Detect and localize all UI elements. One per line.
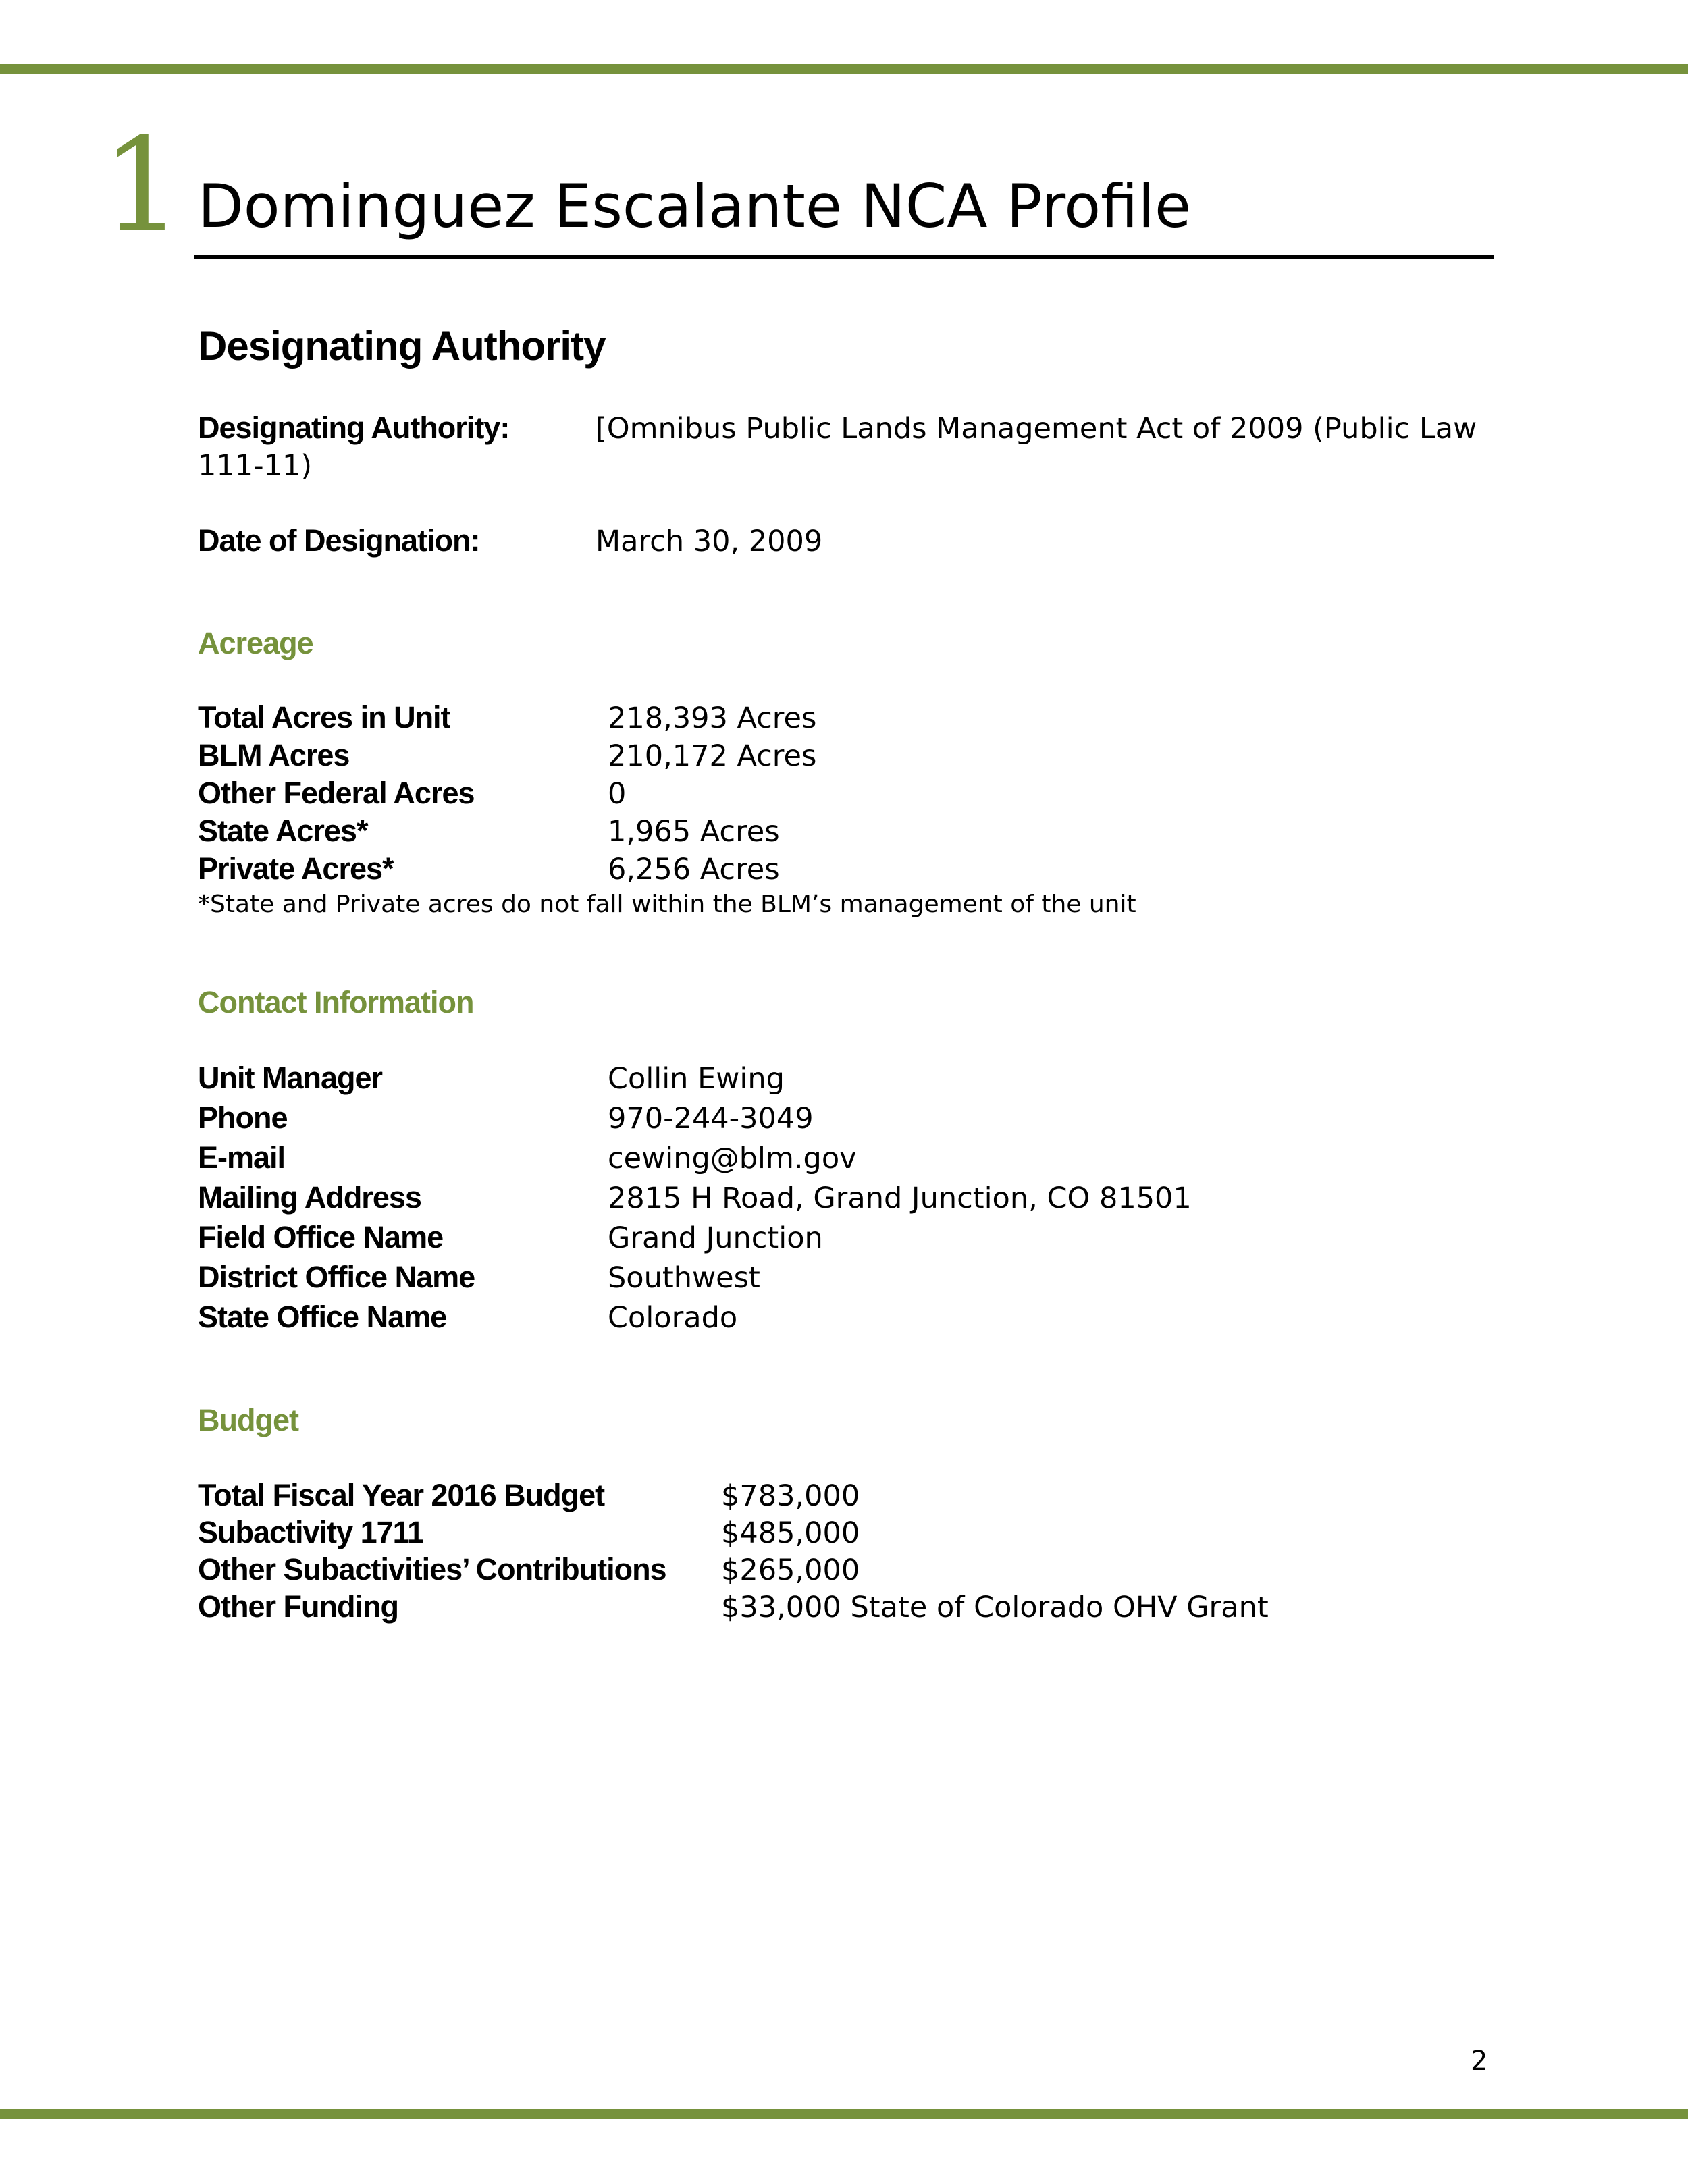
contact-row-label: Unit Manager — [198, 1061, 383, 1095]
acreage-row-label: Private Acres* — [198, 851, 394, 886]
acreage-row-label: Total Acres in Unit — [198, 700, 450, 735]
budget-row-value: $783,000 — [721, 1479, 860, 1513]
acreage-row-value: 210,172 Acres — [608, 739, 817, 773]
budget-row-label: Subactivity 1711 — [198, 1515, 424, 1549]
acreage-row-label: State Acres* — [198, 814, 368, 848]
contact-row-label: State Office Name — [198, 1300, 447, 1334]
contact-row-value: 970-244-3049 — [608, 1102, 814, 1136]
contact-row-value: Collin Ewing — [608, 1062, 785, 1096]
budget-row-value: $485,000 — [721, 1516, 860, 1550]
acreage-row-value: 218,393 Acres — [608, 701, 817, 735]
acreage-footnote: *State and Private acres do not fall within the BLM’s management of the unit — [198, 890, 1136, 918]
contact-row-label: Phone — [198, 1100, 288, 1135]
contact-row-label: E-mail — [198, 1140, 286, 1175]
contact-row-value: Colorado — [608, 1301, 738, 1335]
budget-row-value: $265,000 — [721, 1553, 860, 1587]
budget-row-label: Other Funding — [198, 1589, 398, 1624]
contact-information-heading: Contact Information — [198, 985, 474, 1019]
top-border-rule — [0, 64, 1688, 74]
designating-authority-value-continued: 111-11) — [198, 449, 313, 483]
contact-row-label: District Office Name — [198, 1260, 475, 1294]
contact-row-label: Field Office Name — [198, 1220, 444, 1254]
date-of-designation-label: Date of Designation: — [198, 523, 480, 558]
acreage-row-value: 6,256 Acres — [608, 853, 780, 886]
title-underline — [194, 255, 1494, 259]
designating-authority-heading: Designating Authority — [198, 323, 606, 369]
budget-row-label: Total Fiscal Year 2016 Budget — [198, 1478, 605, 1512]
date-of-designation-value: March 30, 2009 — [596, 525, 823, 558]
budget-row-label: Other Subactivities’ Contributions — [198, 1552, 666, 1587]
acreage-row-label: Other Federal Acres — [198, 776, 475, 810]
acreage-heading: Acreage — [198, 626, 313, 660]
acreage-row-label: BLM Acres — [198, 738, 350, 772]
page-number: 2 — [1471, 2046, 1488, 2077]
chapter-number: 1 — [101, 111, 183, 260]
acreage-row-value: 1,965 Acres — [608, 815, 780, 849]
bottom-border-rule — [0, 2109, 1688, 2119]
contact-row-label: Mailing Address — [198, 1180, 421, 1215]
contact-row-value: Grand Junction — [608, 1221, 823, 1255]
page-title: Dominguez Escalante NCA Profile — [198, 171, 1192, 241]
acreage-row-value: 0 — [608, 777, 627, 811]
contact-email-value: cewing@blm.gov — [608, 1142, 857, 1175]
designating-authority-label: Designating Authority: — [198, 410, 510, 445]
contact-row-value: 2815 H Road, Grand Junction, CO 81501 — [608, 1181, 1192, 1215]
budget-row-value: $33,000 State of Colorado OHV Grant — [721, 1591, 1269, 1624]
designating-authority-value: [Omnibus Public Lands Management Act of 2009 (Public Law — [596, 412, 1477, 446]
budget-heading: Budget — [198, 1403, 298, 1437]
contact-row-value: Southwest — [608, 1261, 760, 1295]
